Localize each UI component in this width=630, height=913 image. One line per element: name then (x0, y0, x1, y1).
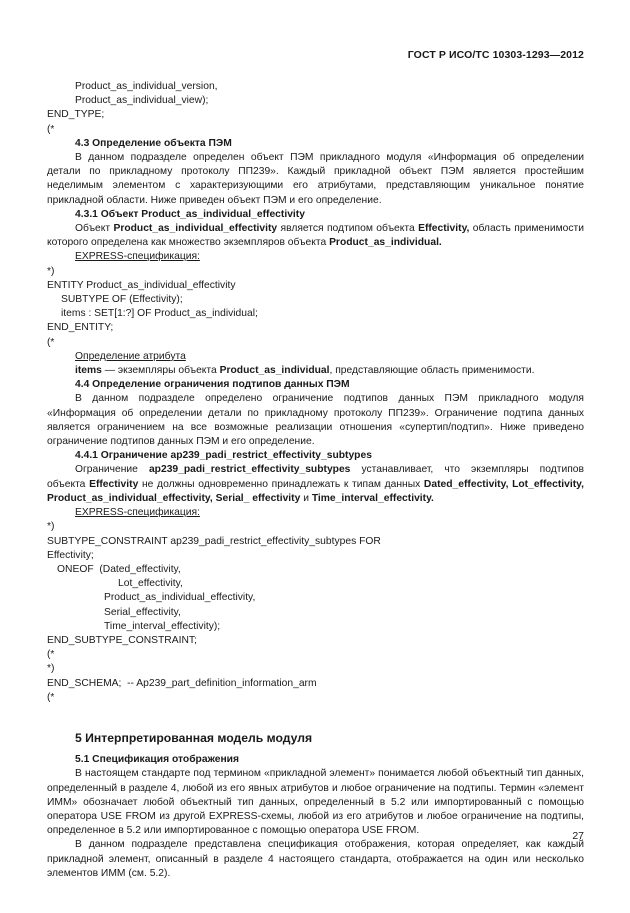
section-heading-5: 5 Интерпретированная модель модуля (75, 730, 313, 745)
section-4-4-text: В данном подразделе определено ограничение подтипов данных ПЭМ прикладного модуля «Информация об определении детали по прикладному протоколу ПП239». Ограничение подтипа данных является ограничением на все возможные реализации отношения «супертип/подтип». Ниже приведено ограничение подтипов данных ПЭМ и его определение. (47, 393, 584, 448)
code-line: END_ENTITY; (47, 322, 114, 334)
section-5-1-text: В настоящем стандарте под термином «прикладной элемент» понимается любой объектный тип данных, определенный в разделе 4, любой из его явных атрибутов и любое ограничение на подтипы. Термин «элемент ИММ» обозначает любой объектный тип данных, определенный в 5.2 или импортированный с помощью оператора USE FROM из другой EXPRESS-схемы, любой из его атрибутов и любое ограничение на подтипы, определенное в 5.2 или импортированное с помощью оператора USE FROM. В данном подразделе представлена спецификация отображения, которая определяет, как каждый прикладной элемент, описанный в разделе 4 настоящего стандарта, отображается на один или несколько элементов ИММ (см. 5.2). (47, 768, 584, 879)
section-heading-5-1: 5.1 Спецификация отображения (75, 754, 240, 766)
code-line: Effectivity; (47, 549, 94, 561)
code-line: Serial_effectivity, (104, 606, 181, 618)
code-line: (* (47, 691, 55, 703)
standard-designation: ГОСТ Р ИСО/ТС 10303-1293—2012 (407, 49, 584, 61)
code-line: *) (47, 521, 55, 533)
attribute-definition-label: Определение атрибута (75, 350, 186, 362)
code-line: *) (47, 663, 55, 675)
section-heading-4-3: 4.3 Определение объекта ПЭМ (75, 137, 232, 149)
code-line: Product_as_individual_effectivity, (104, 592, 256, 604)
section-4-3-1-text: Объект Product_as_individual_effectivity является подтипом объекта Effectivity, область применимости которого определена как множество экземпляров объекта Product_as_individual. (47, 223, 584, 249)
code-line: (* (47, 123, 55, 135)
code-line: Lot_effectivity, (118, 578, 183, 590)
page-number: 27 (572, 830, 584, 842)
page-content (47, 80, 584, 881)
attribute-definition-text: items — экземпляры объекта Product_as_individual, представляющие область применимости. (75, 365, 535, 377)
code-line: ONEOF (Dated_effectivity, (57, 563, 181, 575)
code-line: ENTITY Product_as_individual_effectivity (47, 279, 236, 291)
code-line: END_SCHEMA; -- Ap239_part_definition_information_arm (47, 677, 317, 689)
section-heading-4-3-1: 4.3.1 Объект Product_as_individual_effectivity (75, 208, 305, 220)
code-line: (* (47, 336, 55, 348)
code-line: items : SET[1:?] OF Product_as_individual; (61, 308, 258, 320)
code-line: Product_as_individual_view); (75, 95, 209, 107)
section-4-3-text: В данном подразделе определен объект ПЭМ прикладного модуля «Информация об определении детали по прикладному протоколу ПП239». Каждый прикладной объект ПЭМ является простейшим неделимым элементом с характеризующими его атрибутами, представляющим уникальное понятие прикладной области. Ниже приведен объект ПЭМ и его определение. (47, 152, 584, 206)
code-line: END_TYPE; (47, 109, 105, 121)
express-spec-label: EXPRESS-спецификация: (75, 507, 200, 519)
section-4-4-1-text: Ограничение ap239_padi_restrict_effectivity_subtypes устанавливает, что экземпляры подтипов объекта Effectivity не должны одновременно принадлежать к типам данных Dated_effectivity, Lot_effectivity, Product_as_individual_effectivity, Serial_ effectivity и Time_interval_effectivity. (47, 464, 584, 504)
section-heading-4-4-1: 4.4.1 Ограничение ap239_padi_restrict_effectivity_subtypes (75, 450, 372, 462)
code-line: END_SUBTYPE_CONSTRAINT; (47, 634, 197, 646)
code-line: (* (47, 649, 55, 661)
code-line: SUBTYPE_CONSTRAINT ap239_padi_restrict_effectivity_subtypes FOR (47, 535, 381, 547)
code-line: SUBTYPE OF (Effectivity); (61, 294, 183, 306)
code-line: Time_interval_effectivity); (104, 620, 221, 632)
code-line: Product_as_individual_version, (75, 81, 218, 92)
section-heading-4-4: 4.4 Определение ограничения подтипов данных ПЭМ (75, 379, 350, 391)
express-spec-label: EXPRESS-спецификация: (75, 251, 200, 263)
code-line: *) (47, 265, 55, 277)
